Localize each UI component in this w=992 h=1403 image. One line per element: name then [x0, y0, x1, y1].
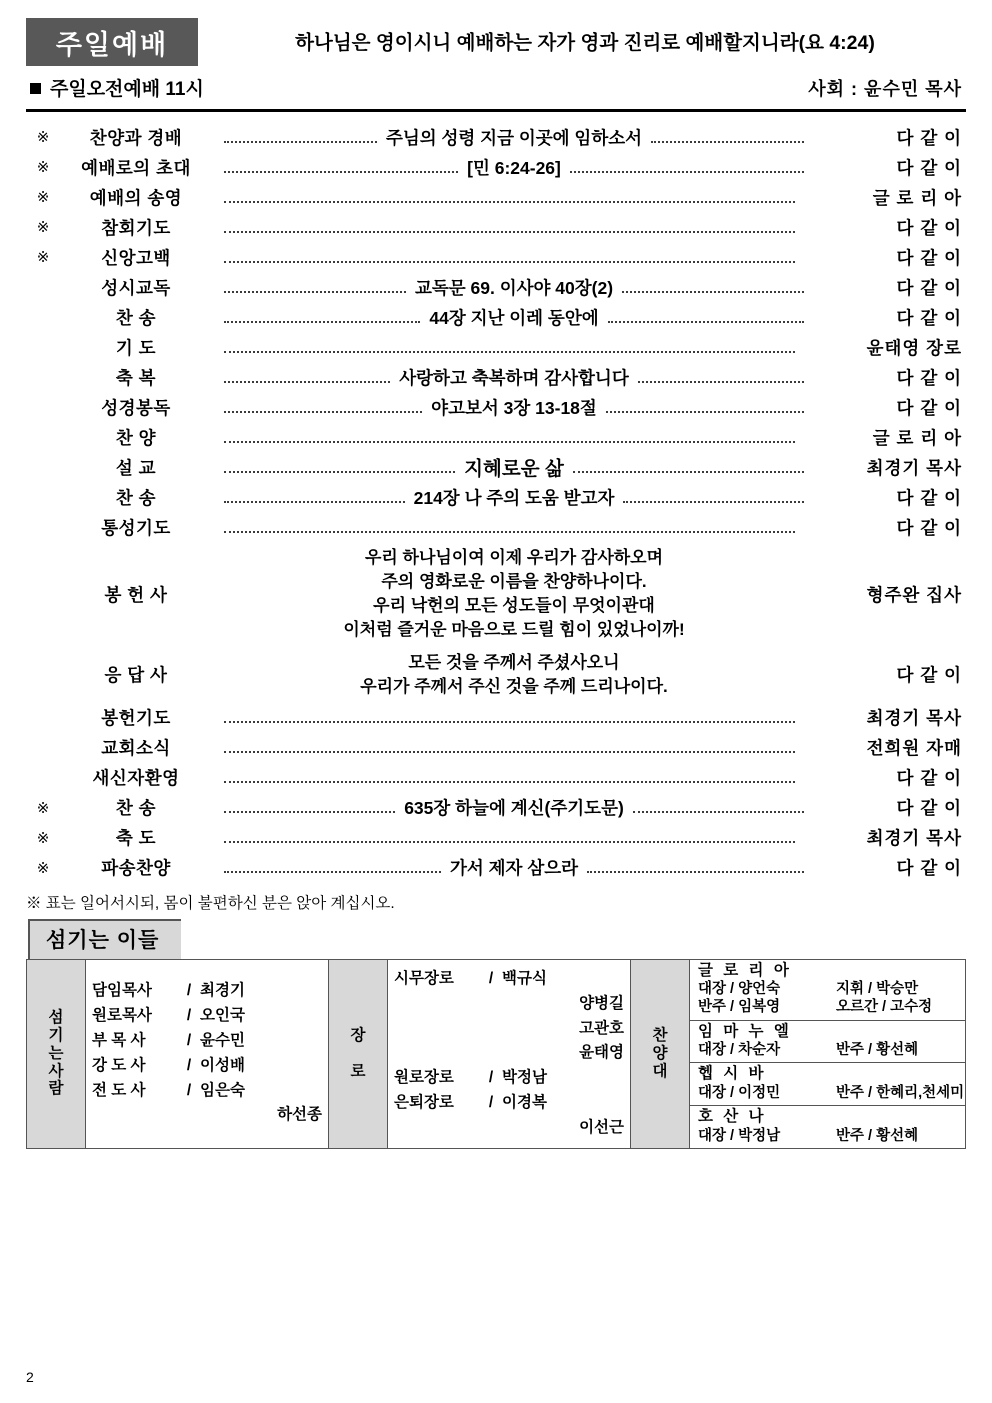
choir-name: 헵 시 바: [698, 1065, 767, 1083]
order-detail: [212, 452, 816, 482]
order-detail: [212, 793, 816, 823]
pastor-name: 이성배: [200, 1056, 245, 1074]
sep: /: [186, 1007, 192, 1025]
pastor-name: 오인국: [200, 1007, 245, 1025]
dot-leader: [224, 832, 804, 843]
sep: /: [186, 982, 192, 1000]
choir-left: 대장 / 양언숙: [698, 981, 781, 998]
dot-leader: [224, 342, 804, 353]
order-detail: [212, 392, 816, 422]
dots-left: [224, 862, 441, 873]
offering-row: [26, 542, 966, 647]
order-row-sermon: [26, 452, 966, 482]
order-who: 다 같 이: [896, 798, 962, 819]
dots-left: [224, 342, 795, 353]
elder-role: 원로장로: [394, 1069, 454, 1087]
elder-name: 고관호: [579, 1019, 624, 1037]
dots-left: [224, 742, 795, 753]
order-detail-text: [민 6:24-26]: [467, 157, 561, 178]
order-mark: [26, 392, 60, 422]
order-mark: [26, 452, 60, 482]
dots-right: [623, 492, 804, 503]
order-who: 다 같 이: [896, 487, 962, 508]
order-who: 다 같 이: [896, 858, 962, 879]
choir-label-text: 찬 양 대: [652, 1027, 668, 1080]
dot-leader: [224, 522, 804, 533]
response-text: [212, 647, 816, 703]
order-row: [26, 152, 966, 182]
dots-left: [224, 192, 795, 203]
order-detail: [212, 482, 816, 512]
pastor-role: 담임목사: [92, 982, 152, 1000]
order-mark: [26, 733, 60, 763]
sep: /: [488, 969, 494, 987]
order-who: 다 같 이: [896, 157, 962, 178]
service-name: 주일오전예배 11시: [50, 79, 204, 100]
order-item: 기 도: [115, 337, 157, 358]
order-mark: [26, 422, 60, 452]
response-lines: [224, 647, 804, 703]
order-mark: [26, 647, 60, 703]
offering-line: 우리 낙헌의 모든 성도들이 무엇이관대: [373, 596, 655, 616]
pastor-entry: [92, 1004, 322, 1029]
dots-right: [622, 282, 804, 293]
elder-name: 박정남: [502, 1069, 547, 1087]
order-item: 축 도: [115, 828, 157, 849]
order-row: [26, 332, 966, 362]
order-who: 최경기 목사: [866, 708, 962, 729]
header-verse: 하나님은 영이시니 예배하는 자가 영과 진리로 예배할지니라(요 4:24): [295, 32, 875, 54]
dot-leader: [224, 305, 804, 330]
offering-line: 주의 영화로운 이름을 찬양하나이다.: [381, 572, 647, 592]
order-mark: ※: [36, 219, 50, 236]
dots-left: [224, 402, 422, 413]
choir-right: 반주 / 한혜리,천세미: [836, 1084, 965, 1101]
choir-left: 반주 / 임복영: [698, 999, 781, 1016]
dots-left: [224, 372, 390, 383]
pastor-entry: [92, 1079, 322, 1104]
pastor-name: 최경기: [200, 982, 245, 1000]
order-detail: [212, 212, 816, 242]
elder-entry: [394, 967, 624, 992]
order-row: [26, 763, 966, 793]
order-item: 신앙고백: [101, 247, 171, 268]
offering-who: 형주완 집사: [866, 584, 962, 605]
order-detail: [212, 703, 816, 733]
choir-left: 대장 / 박정남: [698, 1127, 781, 1144]
sermon-title: 지혜로운 삶: [464, 458, 564, 480]
order-row: [26, 703, 966, 733]
order-row: [26, 122, 966, 152]
dot-leader: [224, 365, 804, 390]
order-mark: ※: [36, 129, 50, 146]
order-row: [26, 422, 966, 452]
order-item: 봉헌기도: [101, 708, 171, 729]
order-detail-text: 가서 제자 삼으라: [449, 858, 579, 879]
sep: /: [488, 1069, 494, 1087]
order-who: 다 같 이: [896, 217, 962, 238]
order-row: [26, 212, 966, 242]
choir-line: [698, 980, 959, 998]
servants-row-label-text: 섬 기 는 사 람: [48, 1009, 64, 1098]
choir-right: 반주 / 황선혜: [836, 1042, 919, 1059]
pastors-cell: [86, 959, 329, 1148]
order-detail-text: 사랑하고 축복하며 감사합니다: [399, 367, 629, 388]
order-detail: [212, 302, 816, 332]
order-row: [26, 793, 966, 823]
order-mark: [26, 542, 60, 647]
order-mark: [26, 362, 60, 392]
order-mark: ※: [36, 159, 50, 176]
page-title: 주일예배: [26, 18, 198, 66]
elder-entry: [394, 1116, 624, 1141]
servants-row-label: [27, 959, 86, 1148]
service-name-wrap: [30, 74, 204, 101]
response-line: 우리가 주께서 주신 것을 주께 드리나이다.: [360, 676, 668, 696]
dot-leader: [224, 222, 804, 233]
order-mark: [26, 332, 60, 362]
order-item: 축 복: [115, 367, 157, 388]
order-mark: ※: [36, 189, 50, 206]
order-item: 참회기도: [101, 217, 171, 238]
servants-table: [26, 959, 966, 1149]
dots-left: [224, 162, 458, 173]
choir-group: [690, 1106, 965, 1148]
order-row: [26, 823, 966, 853]
order-row: [26, 512, 966, 542]
order-item: 예배의 송영: [89, 187, 183, 208]
elder-name: 윤태영: [579, 1044, 624, 1062]
order-mark: [26, 703, 60, 733]
order-detail-text: 635장 하늘에 계신(주기도문): [404, 798, 624, 819]
order-who: 다 같 이: [896, 307, 962, 328]
order-mark: [26, 763, 60, 793]
dot-leader: [224, 252, 804, 263]
offering-lines: [224, 542, 804, 647]
pastor-role: 강 도 사: [92, 1056, 146, 1074]
dot-leader: [224, 395, 804, 420]
servants-section-title: 섬기는 이들: [28, 919, 181, 959]
elder-entry: [394, 1041, 624, 1066]
elder-entry: [394, 992, 624, 1017]
pastor-entry: [92, 1103, 322, 1128]
order-mark: [26, 272, 60, 302]
dots-left: [224, 802, 395, 813]
dot-leader: [224, 742, 804, 753]
choir-line: [698, 1041, 959, 1059]
order-who: 다 같 이: [896, 247, 962, 268]
choir-right: 오르간 / 고수정: [836, 999, 933, 1016]
response-line: 모든 것을 주께서 주셨사오니: [408, 652, 620, 672]
dots-right: [573, 462, 804, 473]
choir-name: 임 마 누 엘: [698, 1022, 792, 1040]
dots-right: [608, 312, 804, 323]
choir-line: [698, 998, 959, 1016]
elder-entry: [394, 1017, 624, 1042]
order-detail: [212, 512, 816, 542]
order-mark: [26, 512, 60, 542]
order-who: 다 같 이: [896, 768, 962, 789]
order-detail: [212, 733, 816, 763]
choir-name: 글 로 리 아: [698, 961, 792, 979]
order-detail-text: 주님의 성령 지금 이곳에 임하소서: [385, 127, 643, 148]
order-item: 설 교: [115, 457, 157, 478]
order-item: 찬양과 경배: [89, 127, 183, 148]
order-detail-text: 교독문 69. 이사야 40장(2): [414, 277, 614, 298]
offering-text: [212, 542, 816, 647]
pastor-role: 전 도 사: [92, 1081, 146, 1099]
order-detail: [212, 362, 816, 392]
order-mark: [26, 482, 60, 512]
dot-leader: [224, 712, 804, 723]
page-number: 2: [26, 1369, 34, 1385]
elder-entry: [394, 1091, 624, 1116]
dot-leader: [224, 855, 804, 880]
order-row: [26, 272, 966, 302]
dots-right: [570, 162, 804, 173]
dot-leader: [224, 192, 804, 203]
bullet-square-icon: [30, 83, 41, 94]
dot-leader: [224, 485, 804, 510]
pastor-name: 윤수민: [200, 1031, 245, 1049]
service-subheader: [26, 68, 966, 112]
header: [26, 18, 966, 66]
order-who: 전희원 자매: [866, 738, 962, 759]
order-detail: [212, 823, 816, 853]
order-detail: [212, 152, 816, 182]
response-item: 응 답 사: [104, 665, 168, 686]
order-item: 찬 양: [115, 427, 157, 448]
order-detail-text: 214장 나 주의 도움 받고자: [413, 487, 615, 508]
servants-row: [27, 959, 966, 1148]
elders-label: [329, 959, 388, 1148]
elders-label-text: 장 로: [350, 1027, 366, 1080]
dot-leader: [224, 795, 804, 820]
dot-leader: [224, 432, 804, 443]
order-row: [26, 392, 966, 422]
order-item: 새신자환영: [92, 768, 180, 789]
order-row: [26, 482, 966, 512]
offering-line: 이처럼 즐거운 마음으로 드릴 힘이 있었나이까!: [343, 620, 685, 640]
order-mark: ※: [36, 799, 50, 817]
order-who: 다 같 이: [896, 367, 962, 388]
dots-right: [606, 402, 804, 413]
sep: /: [186, 1056, 192, 1074]
offering-line: 우리 하나님이여 이제 우리가 감사하오며: [364, 548, 664, 567]
elder-entry: [394, 1066, 624, 1091]
pastor-name: 하선종: [277, 1106, 322, 1124]
order-who: 다 같 이: [896, 127, 962, 148]
dots-left: [224, 522, 795, 533]
dots-left: [224, 712, 795, 723]
dots-left: [224, 492, 405, 503]
choir-right: 지휘 / 박승만: [836, 981, 919, 998]
order-mark: [26, 302, 60, 332]
order-detail: [212, 422, 816, 452]
pastor-entry: [92, 979, 322, 1004]
dots-left: [224, 772, 795, 783]
order-row: [26, 182, 966, 212]
order-item: 성경봉독: [101, 397, 171, 418]
order-item: 교회소식: [101, 738, 171, 759]
dots-right: [633, 802, 804, 813]
order-row: [26, 242, 966, 272]
dots-left: [224, 832, 795, 843]
order-row: [26, 733, 966, 763]
order-row: [26, 362, 966, 392]
elder-name: 백규식: [502, 969, 547, 987]
choir-line: [698, 1127, 959, 1145]
order-detail-text: 야고보서 3장 13-18절: [431, 397, 597, 418]
choir-left: 대장 / 이정민: [698, 1084, 781, 1101]
offering-item: 봉 헌 사: [104, 584, 168, 605]
dots-right: [651, 132, 804, 143]
dot-leader: [224, 275, 804, 300]
order-who: 다 같 이: [896, 277, 962, 298]
order-item: 찬 송: [115, 798, 157, 819]
choir-group: [690, 1021, 965, 1064]
dots-right: [587, 862, 804, 873]
dots-left: [224, 432, 795, 443]
order-who: 윤태영 장로: [866, 337, 962, 358]
order-row: [26, 853, 966, 883]
order-item: 통성기도: [101, 517, 171, 538]
order-mark: ※: [36, 829, 50, 847]
dots-right: [638, 372, 804, 383]
order-item: 예배로의 초대: [81, 157, 191, 178]
pastor-role: 부 목 사: [92, 1031, 146, 1049]
elder-name: 이경복: [502, 1093, 547, 1111]
order-detail: [212, 332, 816, 362]
choir-group: [690, 960, 965, 1021]
elder-name: 이선근: [579, 1118, 624, 1136]
order-detail: [212, 853, 816, 883]
pastor-name: 임은숙: [200, 1081, 245, 1099]
choir-label: [631, 959, 690, 1148]
sep: /: [186, 1031, 192, 1049]
dots-left: [224, 282, 406, 293]
order-item: 성시교독: [101, 277, 171, 298]
choir-line: [698, 1084, 965, 1102]
sep: /: [186, 1081, 192, 1099]
response-row: [26, 647, 966, 703]
choir-left: 대장 / 차순자: [698, 1042, 781, 1059]
order-rows-top: [26, 122, 966, 883]
order-who: 최경기 목사: [866, 828, 962, 849]
elders-cell: [388, 959, 631, 1148]
dots-left: [224, 462, 455, 473]
order-who: 글 로 리 아: [872, 427, 962, 448]
standing-note: ※ 표는 일어서시되, 몸이 불편하신 분은 앉아 계십시오.: [26, 894, 395, 912]
choir-group: [690, 1063, 965, 1106]
order-item: 찬 송: [115, 307, 157, 328]
order-mark: ※: [36, 859, 50, 877]
choirs-cell: [690, 959, 966, 1148]
pastor-entry: [92, 1029, 322, 1054]
order-who: 글 로 리 아: [872, 187, 962, 208]
choir-name: 호 산 나: [698, 1108, 767, 1126]
elder-role: 은퇴장로: [394, 1093, 454, 1111]
dot-leader: [224, 125, 804, 150]
choir-right: 반주 / 황선혜: [836, 1127, 919, 1144]
order-item: 파송찬양: [101, 858, 171, 879]
elder-role: 시무장로: [394, 969, 454, 987]
dots-left: [224, 312, 420, 323]
sep: /: [488, 1093, 494, 1111]
response-who: 다 같 이: [896, 665, 962, 686]
order-item: 찬 송: [115, 487, 157, 508]
pastor-entry: [92, 1054, 322, 1079]
order-detail: [212, 763, 816, 793]
service-leader: 사회 : 윤수민 목사: [808, 78, 962, 99]
dots-left: [224, 132, 377, 143]
dots-left: [224, 252, 795, 263]
order-mark: ※: [36, 249, 50, 266]
dot-leader: [224, 155, 804, 180]
order-who: 다 같 이: [896, 517, 962, 538]
order-detail: [212, 122, 816, 152]
order-of-worship-table: [26, 122, 966, 883]
order-detail: [212, 242, 816, 272]
dots-left: [224, 222, 795, 233]
dot-leader: [224, 772, 804, 783]
dot-leader: [224, 453, 804, 481]
order-detail: [212, 272, 816, 302]
order-row: [26, 302, 966, 332]
elder-name: 양병길: [579, 994, 624, 1012]
order-detail: [212, 182, 816, 212]
order-detail-text: 44장 지난 이레 동안에: [429, 307, 599, 328]
order-who: 다 같 이: [896, 397, 962, 418]
order-who: 최경기 목사: [866, 457, 962, 478]
pastor-role: 원로목사: [92, 1007, 152, 1025]
